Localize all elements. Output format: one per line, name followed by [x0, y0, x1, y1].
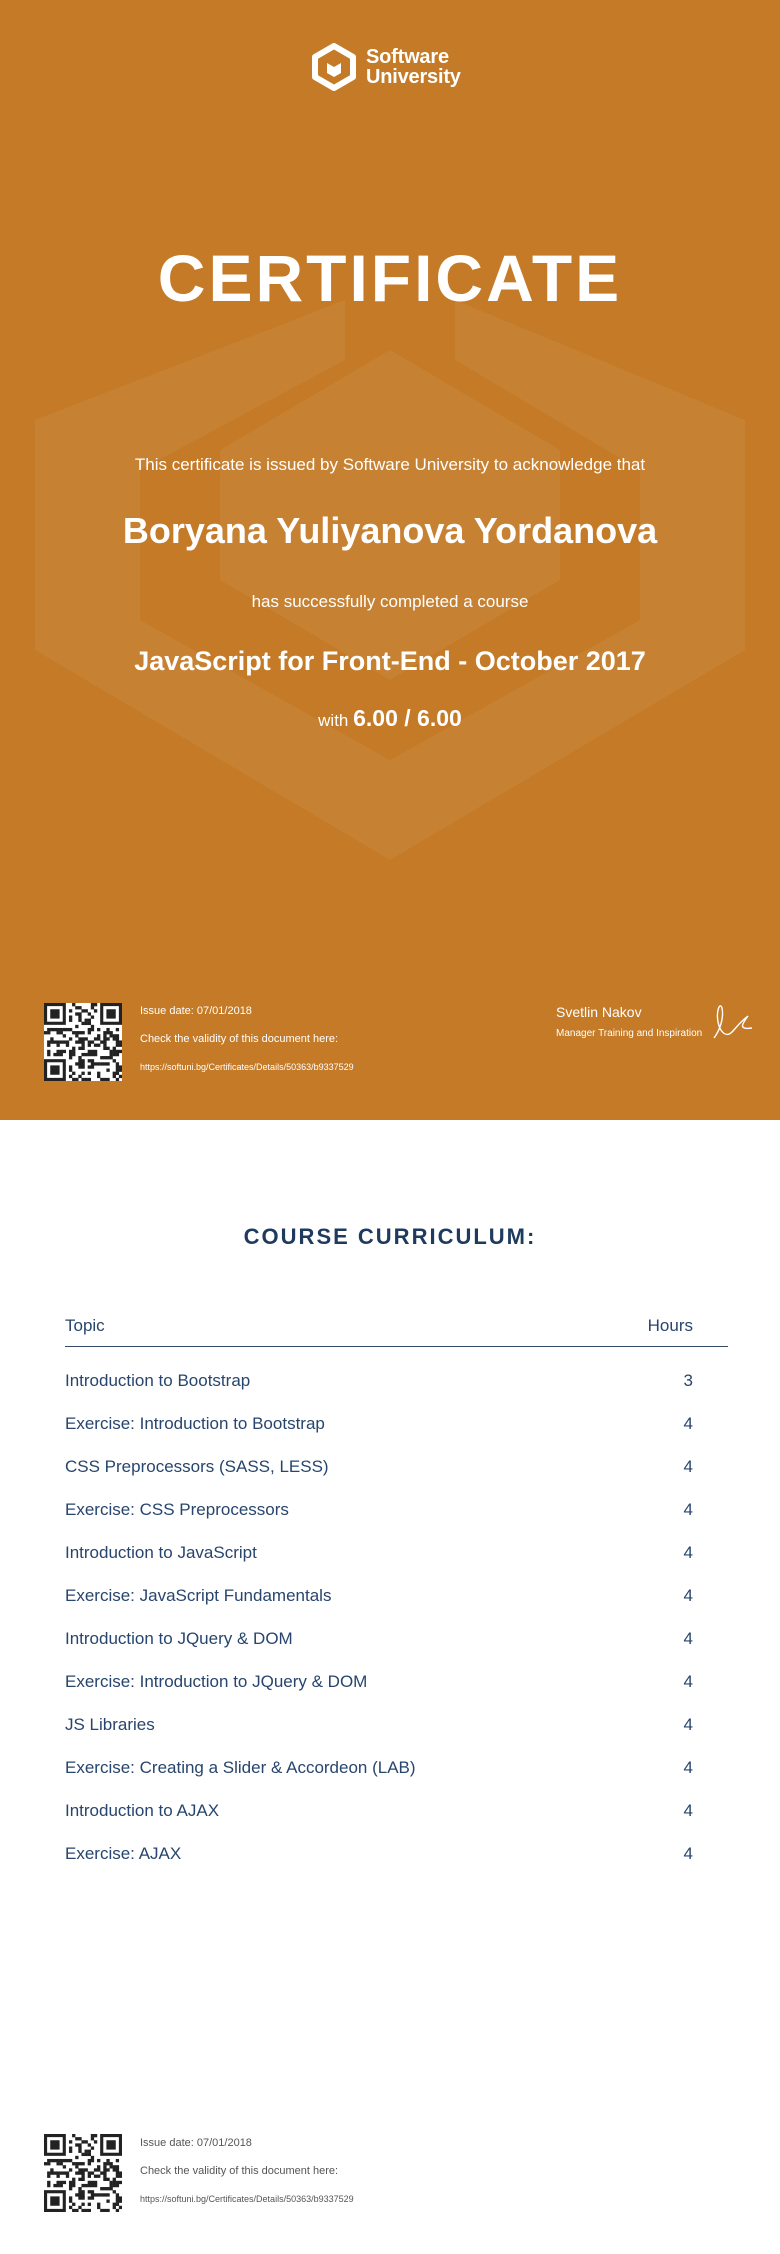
topic-cell: Exercise: CSS Preprocessors [65, 1500, 289, 1519]
hours-cell: 4 [683, 1715, 693, 1734]
hours-cell: 4 [683, 1801, 693, 1820]
hours-cell: 4 [683, 1758, 693, 1777]
topic-cell: JS Libraries [65, 1715, 155, 1734]
table-row [65, 1486, 728, 1529]
table-row [65, 1658, 728, 1701]
table-row [65, 1572, 728, 1615]
table-row [65, 1744, 728, 1787]
table-row [65, 1529, 728, 1572]
hours-column-header: Hours [647, 1316, 693, 1335]
issue-date: Issue date: 07/01/2018 [140, 2137, 252, 2149]
recipient-name: Boryana Yuliyanova Yordanova [122, 510, 658, 551]
table-header [65, 1310, 728, 1347]
topic-cell: Exercise: Creating a Slider & Accordeon (LAB) [65, 1758, 416, 1777]
topic-cell: Introduction to JavaScript [65, 1543, 257, 1562]
hours-cell: 4 [683, 1586, 693, 1605]
certificate-title: CERTIFICATE [157, 241, 623, 315]
brand-line-1: Software [366, 46, 449, 68]
topic-cell: Introduction to JQuery & DOM [65, 1629, 293, 1648]
course-name: JavaScript for Front-End - October 2017 [134, 646, 646, 676]
hours-cell: 4 [683, 1672, 693, 1691]
validity-text: Check the validity of this document here: [140, 1033, 339, 1045]
softuni-logo-icon [310, 43, 358, 91]
table-row [65, 1400, 728, 1443]
softuni-logo [310, 42, 461, 92]
hours-cell: 4 [683, 1414, 693, 1433]
grade-line [0, 705, 780, 732]
table-row [65, 1830, 728, 1873]
completed-statement: has successfully completed a course [251, 592, 529, 611]
validity-link[interactable]: https://softuni.bg/Certificates/Details/50363/b9337529 [140, 2194, 354, 2204]
certificate-panel [0, 0, 780, 1120]
brand-line-2: University [366, 66, 461, 88]
topic-cell: Introduction to Bootstrap [65, 1371, 251, 1390]
issued-statement: This certificate is issued by Software University to acknowledge that [134, 455, 646, 474]
grade-prefix: with [318, 711, 349, 730]
qr-code-icon[interactable] [44, 1003, 122, 1081]
hours-cell: 4 [683, 1457, 693, 1476]
topic-cell: CSS Preprocessors (SASS, LESS) [65, 1457, 329, 1476]
signatory-name: Svetlin Nakov [556, 1004, 642, 1020]
hours-cell: 4 [683, 1844, 693, 1863]
validity-text: Check the validity of this document here: [140, 2165, 339, 2177]
table-row [65, 1443, 728, 1486]
qr-code-icon[interactable] [44, 2134, 122, 2212]
hours-cell: 3 [683, 1371, 693, 1390]
topic-cell: Introduction to AJAX [65, 1801, 220, 1820]
softuni-watermark-icon [0, 0, 780, 1120]
topic-cell: Exercise: JavaScript Fundamentals [65, 1586, 332, 1605]
issue-date: Issue date: 07/01/2018 [140, 1005, 252, 1017]
table-row [65, 1787, 728, 1830]
table-row [65, 1701, 728, 1744]
grade-value: 6.00 / 6.00 [353, 705, 462, 731]
curriculum-title: COURSE CURRICULUM: [243, 1224, 537, 1249]
table-row [65, 1615, 728, 1658]
hours-cell: 4 [683, 1500, 693, 1519]
topic-column-header: Topic [65, 1316, 105, 1335]
topic-cell: Exercise: Introduction to Bootstrap [65, 1414, 325, 1433]
table-row [65, 1357, 728, 1400]
signature-icon [710, 1000, 756, 1044]
topic-cell: Exercise: AJAX [65, 1844, 182, 1863]
signatory-role: Manager Training and Inspiration [556, 1028, 703, 1039]
curriculum-table [65, 1310, 728, 1873]
hours-cell: 4 [683, 1629, 693, 1648]
brand-name [366, 47, 461, 87]
validity-link[interactable]: https://softuni.bg/Certificates/Details/50363/b9337529 [140, 1062, 354, 1072]
topic-cell: Exercise: Introduction to JQuery & DOM [65, 1672, 368, 1691]
hours-cell: 4 [683, 1543, 693, 1562]
